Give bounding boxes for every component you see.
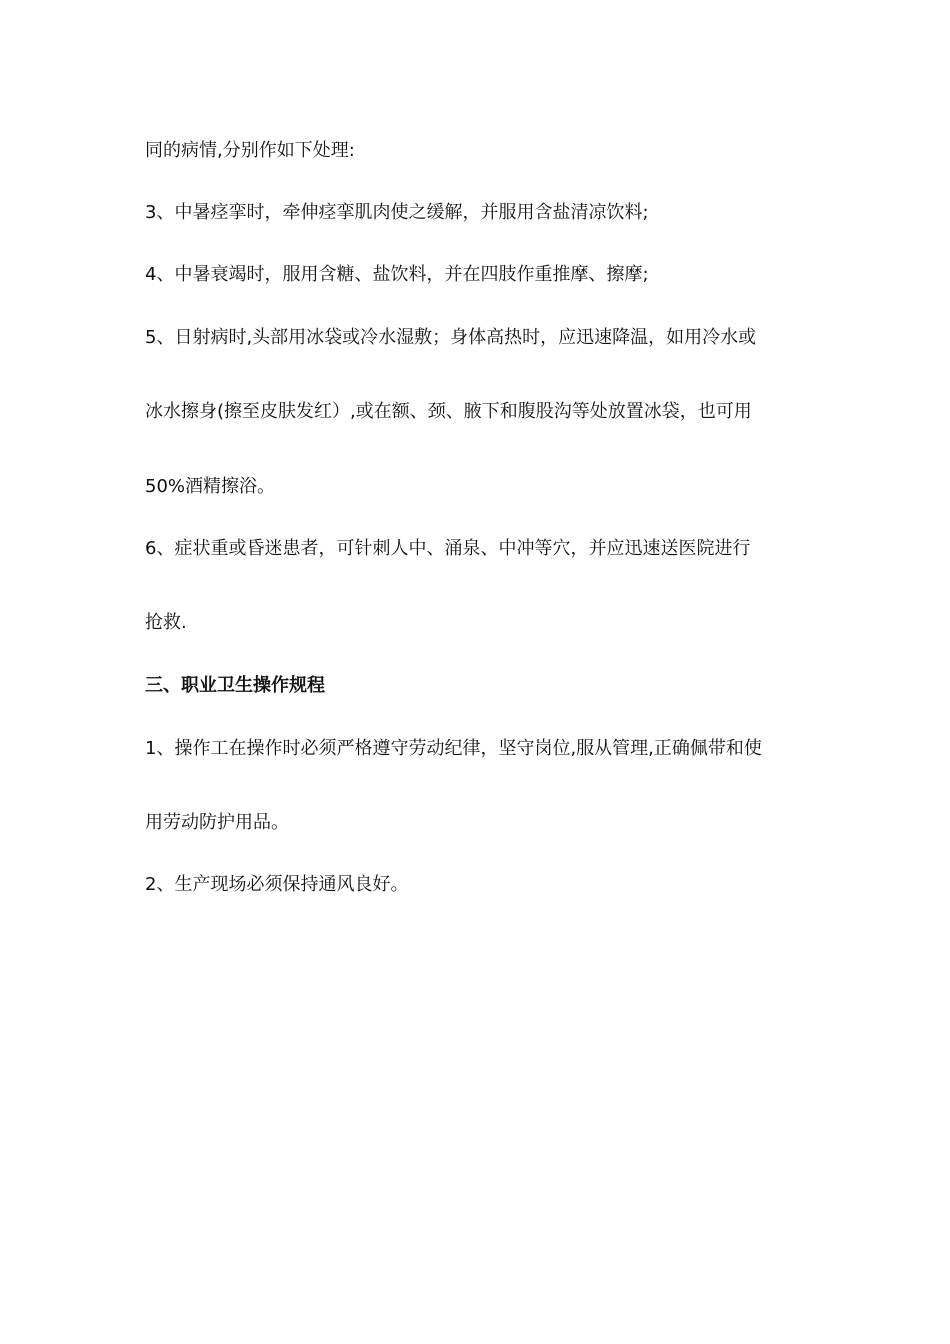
section-heading: 三、职业卫生操作规程 bbox=[145, 675, 325, 696]
list-item-6-line-1: 6、症状重或昏迷患者，可针刺人中、涌泉、中冲等穴，并应迅速送医院进行 bbox=[145, 538, 751, 559]
list-item-5-line-1: 5、日射病时,头部用冰袋或冷水湿敷；身体高热时，应迅速降温，如用冷水或 bbox=[145, 327, 757, 348]
rule-item-2: 2、生产现场必须保持通风良好。 bbox=[145, 874, 409, 895]
rule-item-1-line-1: 1、操作工在操作时必须严格遵守劳动纪律，坚守岗位,服从管理,正确佩带和使 bbox=[145, 738, 762, 759]
list-item-4: 4、中暑衰竭时，服用含糖、盐饮料，并在四肢作重推摩、擦摩; bbox=[145, 264, 649, 285]
list-item-5-line-2: 冰水擦身(擦至皮肤发红）,或在额、颈、腋下和腹股沟等处放置冰袋，也可用 bbox=[145, 401, 752, 422]
list-item-6-line-2: 抢救. bbox=[145, 612, 187, 633]
rule-item-1-line-2: 用劳动防护用品。 bbox=[145, 812, 289, 833]
paragraph-intro-continuation: 同的病情,分别作如下处理: bbox=[145, 140, 355, 161]
list-item-5-line-3: 50%酒精擦浴。 bbox=[145, 476, 276, 497]
list-item-3: 3、中暑痉挛时，牵伸痉挛肌肉使之缓解，并服用含盐清凉饮料; bbox=[145, 202, 649, 223]
